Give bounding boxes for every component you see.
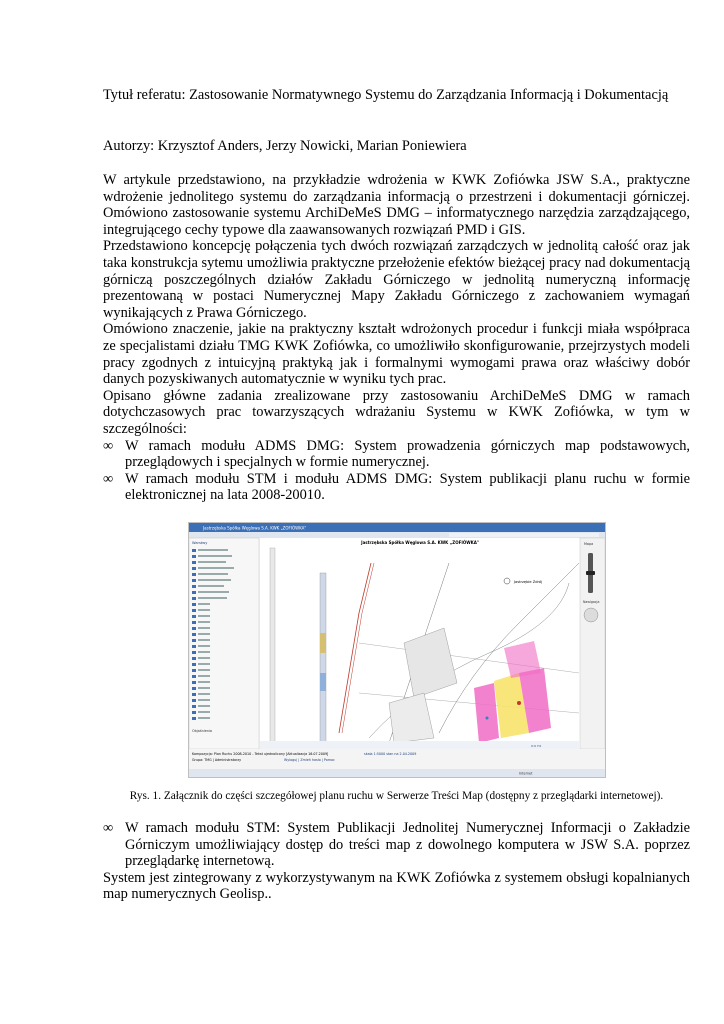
abstract-body — [103, 172, 690, 504]
footer-link: skala 1:5000 stan na 2.04.2009 — [364, 752, 417, 756]
bullet-item — [103, 438, 690, 471]
paragraph: Przedstawiono koncepcję połączenia tych dwóch rozwiązań zarządczych w jednolitą całość oraz jak taka konstrukcja sytemu umożliwia praktyczne przełożenie efektów bieżącej pracy nad dokumentacją górniczą poszczególnych działów Zakładu Górniczego w jednolitą numeryczną informację prezentowaną w postaci Numerycznej Mapy Zakładu Górniczego z zachowaniem wymagań wynikających z Prawa Górniczego. — [103, 238, 690, 321]
bullet-item — [103, 820, 690, 870]
figure-caption: Rys. 1. Załącznik do części szczegółowej planu ruchu w Serwerze Treści Map (dostępny z przeglądarki internetowej). — [129, 790, 664, 802]
paper-title: Tytuł referatu: Zastosowanie Normatywnego Systemu do Zarządzania Informacją i Dokumentacją — [103, 87, 669, 103]
layers-label: Warstwy — [192, 541, 208, 545]
navigation-label: Nawigacja — [583, 600, 600, 604]
closing-body — [103, 820, 690, 903]
window-title: Jastrzębska Spółka Węglowa S.A. KWK „ZOFIÓWKA" — [203, 525, 307, 531]
map-title: Jastrzębska Spółka Węglowa S.A. KWK „ZOFIÓWKA" — [361, 540, 479, 545]
status-text: Internet — [519, 771, 533, 776]
footer-group: Grupa: TMG | Administratorzy — [192, 758, 242, 762]
footer-links: Wyloguj | Zmień hasło | Pomoc — [284, 758, 335, 762]
paragraph: W artykule przedstawiono, na przykładzie wdrożenia w KWK Zofiówka JSW S.A., praktyczne wdrożenie jednolitego systemu do zarządzania informacją o przestrzeni i dokumentacji górniczej. Omówiono zastosowanie systemu ArchiDeMeS DMG – informatycznego narzędzia zarządzającego, integrującego cechy typowe dla zaawansowanych rozwiązań PMD i GIS. — [103, 172, 690, 238]
place-label: Jastrzębie Zdrój — [514, 580, 543, 584]
paragraph: Omówiono znaczenie, jakie na praktyczny kształt wdrożonych procedur i funkcji miała współpraca ze specjalistami działu TMG KWK Zofiówka, co umożliwiło skonfigurowanie, przejrzystych modeli pracy zgodnych z intuicyjną praktyką jak i formalnymi wymogami prawa oraz właściwy dobór danych pozyskiwanych automatycznie w wyniku tych prac. — [103, 321, 690, 388]
bullet-text: W ramach modułu ADMS DMG: System prowadzenia górniczych map podstawowych, przeglądowych i specjalnych w formie numerycznej. — [125, 437, 690, 471]
paragraph: Opisano główne zadania zrealizowane przy zastosowaniu ArchiDeMeS DMG w ramach dotychczasowych prac towarzyszących wdrażaniu Systemu w KWK Zofiówka, w tym w szczególności: — [103, 387, 690, 437]
bullet-symbol: ∞ — [103, 437, 114, 454]
map-server-screenshot — [188, 522, 606, 778]
bullet-symbol: ∞ — [103, 820, 114, 836]
bullet-text: W ramach modułu STM i modułu ADMS DMG: System publikacji planu ruchu w formie elektronicznej na lata 2008-20010. — [125, 470, 690, 504]
bullet-item — [103, 471, 690, 504]
closing-paragraph: System jest zintegrowany z wykorzystywanym na KWK Zofiówka z systemem obsługi kopalnianych map numerycznych Geolisp.. — [103, 869, 690, 903]
bullet-symbol: ∞ — [103, 470, 114, 487]
footer-info: Kompozycja: Plan Ruchu 2008-2010 - Tekst ujednolicony [Aktualizacja 16.07.2009] — [192, 752, 329, 756]
coords-label: X:0 Y:0 — [531, 744, 542, 748]
legend-label: Objaśnienia — [192, 729, 212, 733]
authors-line: Autorzy: Krzysztof Anders, Jerzy Nowicki, Marian Poniewiera — [103, 138, 467, 154]
map-zoom-label: Mapa — [584, 542, 594, 546]
bullet-text: W ramach modułu STM: System Publikacji Jednolitej Numerycznej Informacji o Zakładzie Górniczym umożliwiający dostęp do treści map z dowolnego komputera w JSW S.A. poprzez przeglądarkę internetową. — [125, 820, 690, 870]
